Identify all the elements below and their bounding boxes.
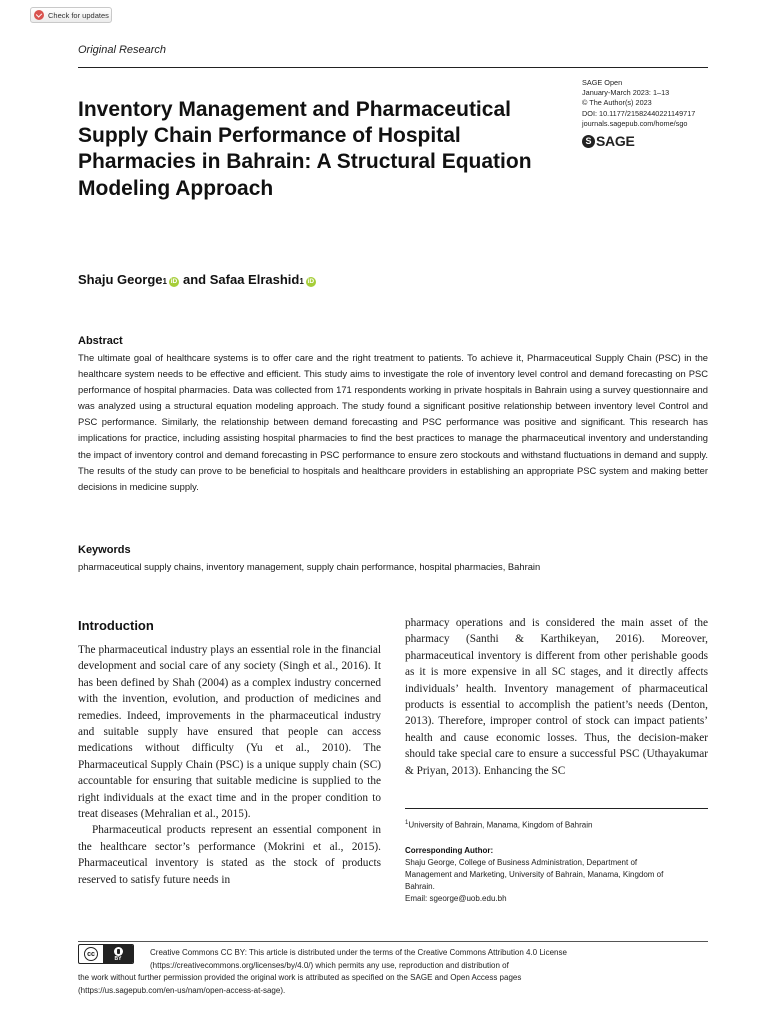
- introduction-heading: Introduction: [78, 618, 154, 633]
- top-rule: [78, 67, 708, 68]
- body-column-right: [405, 615, 708, 779]
- corresponding-line: Management and Marketing, University of Bahrain, Manama, Kingdom of: [405, 869, 664, 879]
- license-line-1: Creative Commons CC BY: This article is distributed under the terms of the Creative Commons Attribution 4.0 License: [150, 948, 567, 957]
- author-2-name[interactable]: Safaa Elrashid: [209, 272, 300, 287]
- corresponding-line: Shaju George, College of Business Administration, Department of: [405, 858, 638, 867]
- author-list: Shaju George 1 iD and Safaa Elrashid 1 iD: [78, 272, 315, 287]
- license-text-continued: [78, 972, 521, 997]
- person-icon: [114, 947, 123, 956]
- check-for-updates-badge[interactable]: [30, 7, 112, 23]
- body-column-left: [78, 642, 381, 888]
- orcid-icon[interactable]: iD: [307, 278, 315, 285]
- intro-paragraph-2: Pharmaceutical products represent an essential component in the healthcare sector’s performance (Mokrini et al., 2015). Pharmaceutical inventory is stated as the stock of products reserved to satisfy future needs in: [78, 824, 381, 886]
- cc-icon: [79, 945, 103, 963]
- by-icon: [103, 945, 133, 963]
- affiliation-sup: 1: [405, 820, 409, 826]
- keywords-heading: Keywords: [78, 544, 131, 556]
- section-label: Original Research: [78, 44, 167, 56]
- journal-url[interactable]: journals.sagepub.com/home/sgo: [582, 118, 688, 128]
- license-line-4[interactable]: (https://us.sagepub.com/en-us/nam/open-access-at-sage).: [78, 985, 286, 995]
- author-connector: and: [182, 272, 207, 287]
- license-line-3: the work without further permission provided the original work is attributed as specified on the SAGE and Open Access pages: [78, 973, 522, 982]
- license-line-2[interactable]: (https://creativecommons.org/licenses/by/4.0/) which permits any use, reproduction and distribution of: [150, 960, 509, 970]
- cc-icon-label: cc: [84, 947, 98, 961]
- sage-wordmark: SAGE: [596, 133, 635, 149]
- abstract-heading: Abstract: [78, 335, 123, 347]
- abstract-text: The ultimate goal of healthcare systems is to offer care and the right treatment to patients. To achieve it, Pharmaceutical Supply Chain (PSC) in the healthcare system needs to be effective and efficient. This study aims to investigate the role of inventory level control and demand forecasting on PSC performance of hospital pharmacies. Data was collected from 171 respondents working in private hospitals in Bahrain using a survey questionnaire and was analyzed using a structural equation modeling approach. The study found a significant positive relationship between inventory level Control and PSC performance. Similarly, the relationship between demand forecasting and PSC performance was positive and significant. This research has implications for practice, including assisting hospital pharmacies to find the best practices to manage the pharmaceutical inventory and understanding the impact of inventory control and demand forecasting in PSC performance to ensure zero stockouts and withstand fluctuations in demand and supply. The results of the study can prove to be beneficial to hospitals and healthcare providers in establishing an appropriate PSC system and making better decisions in medicine supply.: [78, 352, 708, 492]
- affiliation-rule: [405, 808, 708, 809]
- affiliation-text: University of Bahrain, Manama, Kingdom of Bahrain: [408, 820, 593, 830]
- corresponding-email[interactable]: Email: sgeorge@uob.edu.bh: [405, 893, 507, 903]
- intro-paragraph-2-continued: pharmacy operations and is considered the main asset of the pharmacy (Santhi & Karthikeyan, 2016). Moreover, pharmaceutical inventory is different from other perishable goods as it is more expensive in all SC stages, and it directly affects individuals’ health. Inventory management of pharmaceutical products is essential to accomplish the patient’s needs (Denton, 2013). Therefore, improper control of stock can impact patients’ health and cause economic losses. Thus, the decision-maker should take special care to ensure a successful PSC (Uthayakumar & Priyan, 2013). Enhancing the SC: [405, 617, 708, 777]
- by-icon-label: BY: [114, 955, 122, 962]
- journal-name: SAGE Open: [582, 78, 623, 87]
- corresponding-line: Bahrain.: [405, 881, 435, 891]
- badge-label: Check for updates: [48, 10, 109, 20]
- journal-info: [582, 78, 695, 129]
- footer-rule: [78, 941, 708, 942]
- corresponding-heading: Corresponding Author:: [405, 846, 494, 855]
- journal-issue: January-March 2023: 1–13: [582, 88, 670, 98]
- journal-copyright: © The Author(s) 2023: [582, 98, 652, 108]
- article-title: Inventory Management and Pharmaceutical Supply Chain Performance of Hospital Pharmacies in Bahrain: A Structural Equation Modeling Approach: [78, 98, 532, 200]
- check-updates-icon: [34, 10, 44, 20]
- journal-doi[interactable]: DOI: 10.1177/21582440221149717: [582, 108, 696, 118]
- license-text: [150, 947, 567, 972]
- author-1-name[interactable]: Shaju George: [78, 272, 163, 287]
- sage-s-icon: S: [582, 135, 595, 148]
- affiliation: [405, 820, 592, 830]
- corresponding-details: [405, 857, 705, 905]
- orcid-icon[interactable]: iD: [170, 278, 178, 285]
- sage-logo: [582, 133, 634, 149]
- cc-by-license-icon[interactable]: [78, 944, 134, 964]
- keywords-text: pharmaceutical supply chains, inventory management, supply chain performance, hospital pharmacies, Bahrain: [78, 561, 541, 572]
- intro-paragraph-1: The pharmaceutical industry plays an essential role in the financial development and social care of any society (Singh et al., 2016). It has been defined by Shah (2004) as a complex industry concerned with the invention, evolution, and production of medicines and remedies. Indeed, improvements in the pharmaceutical industry and suitable supply have ensured that people can access medications without difficulty (Yu et al., 2010). The Pharmaceutical Supply Chain (PSC) is a unique supply chain (SC) accountable for ensuring that suitable medicine is supplied to the right individuals at the exact time and in the proper condition to treat diseases (Mehralian et al., 2015).: [78, 644, 381, 821]
